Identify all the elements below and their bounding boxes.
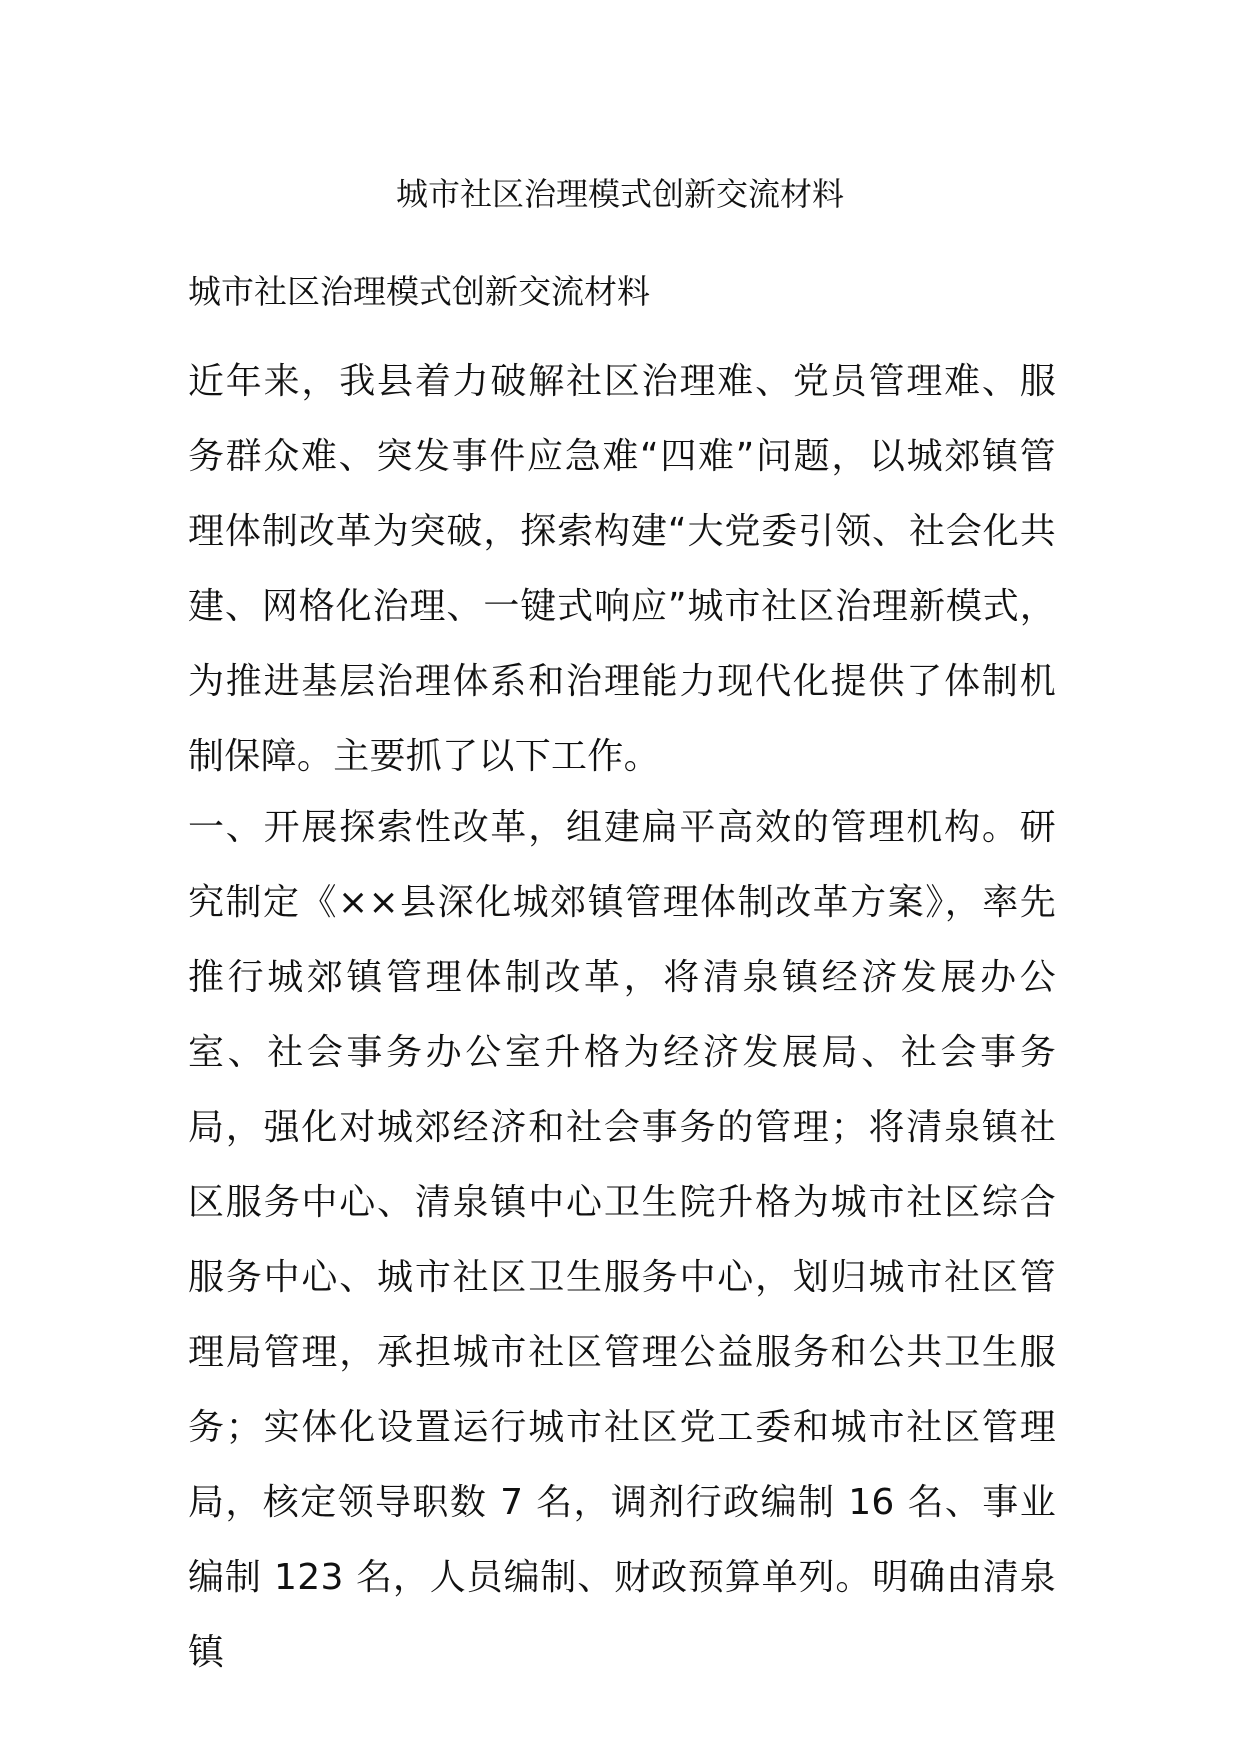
paragraph-section-one: 一、开展探索性改革，组建扁平高效的管理机构。研究制定《××县深化城郊镇管理体制改革方案》，率先推行城郊镇管理体制改革，将清泉镇经济发展办公室、社会事务办公室升格为经济发展局、社会事务局，强化对城郊经济和社会事务的管理；将清泉镇社区服务中心、清泉镇中心卫生院升格为城市社区综合服务中心、城市社区卫生服务中心，划归城市社区管理局管理，承担城市社区管理公益服务和公共卫生服务；实体化设置运行城市社区党工委和城市社区管理局，核定领导职数 7 名，调剂行政编制 16 名、事业编制 123 名，人员编制、财政预算单列。明确由清泉镇 <box>188 807 1056 1673</box>
document-title: 城市社区治理模式创新交流材料 <box>395 175 844 213</box>
document-subtitle: 城市社区治理模式创新交流材料 <box>188 272 650 311</box>
paragraph-intro: 近年来，我县着力破解社区治理难、党员管理难、服务群众难、突发事件应急难“四难”问题，以城郊镇管理体制改革为突破，探索构建“大党委引领、社会化共建、网格化治理、一键式响应”城市社区治理新模式，为推进基层治理体系和治理能力现代化提供了体制机制保障。主要抓了以下工作。 <box>188 361 1056 777</box>
